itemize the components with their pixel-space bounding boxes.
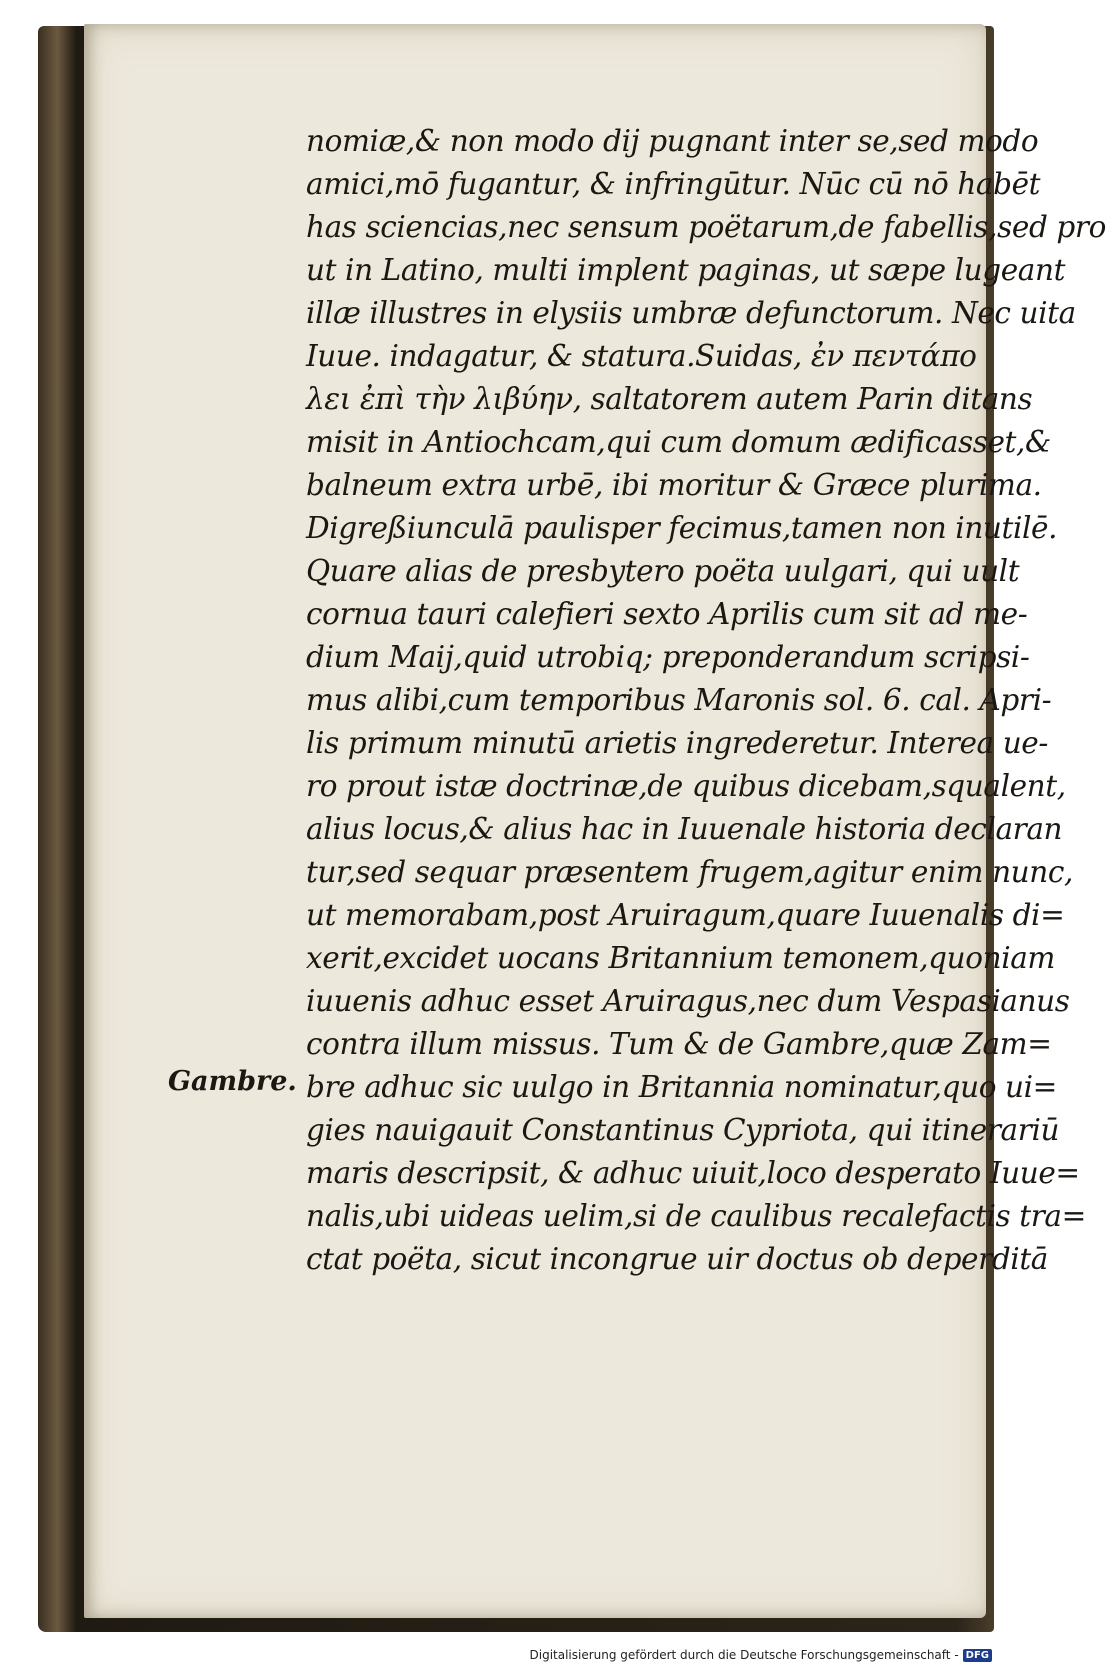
text-line: tur,sed sequar præsentem frugem,agitur enim nunc,: [306, 855, 1073, 889]
text-line: cornua tauri calefieri sexto Aprilis cum sit ad me-: [306, 597, 1028, 631]
text-line: amici,mō fugantur, & infringūtur. Nūc cū nō habēt: [306, 167, 1041, 201]
margin-note: Gambre.: [168, 1066, 297, 1097]
text-line: lis primum minutū arietis ingrederetur. Interea ue-: [306, 726, 1048, 760]
text-line: Iuue. indagatur, & statura.Suidas, ἐν πεντάπο: [306, 339, 977, 373]
body-text: [306, 120, 1106, 1281]
text-line: ut memorabam,post Aruiragum,quare Iuuenalis di=: [306, 898, 1065, 932]
text-line: nomiæ,& non modo dij pugnant inter se,sed modo: [306, 124, 1039, 158]
text-line: mus alibi,cum temporibus Maronis sol. 6. cal. Apri-: [306, 683, 1052, 717]
text-line: balneum extra urbē, ibi moritur & Græce plurima.: [306, 468, 1042, 502]
text-line: Quare alias de presbytero poëta uulgari, qui uult: [306, 554, 1020, 588]
text-line: bre adhuc sic uulgo in Britannia nominatur,quo ui=: [306, 1070, 1058, 1104]
text-line: alius locus,& alius hac in Iuuenale historia declaran: [306, 812, 1063, 846]
text-line: ctat poëta, sicut incongrue uir doctus ob deperditā: [306, 1242, 1048, 1276]
text-line: Digreßiunculā paulisper fecimus,tamen non inutilē.: [306, 511, 1058, 545]
text-line: iuuenis adhuc esset Aruiragus,nec dum Vespasianus: [306, 984, 1070, 1018]
dfg-logo: DFG: [963, 1649, 992, 1662]
text-line: λει ἐπὶ τὴν λιβύην, saltatorem autem Parin ditans: [306, 382, 1033, 416]
text-line: contra illum missus. Tum & de Gambre,quæ Zam=: [306, 1027, 1052, 1061]
text-line: ro prout istæ doctrinæ,de quibus dicebam,squalent,: [306, 769, 1066, 803]
credit-text: Digitalisierung gefördert durch die Deutsche Forschungsgemeinschaft -: [529, 1648, 959, 1662]
text-line: gies nauigauit Constantinus Cypriota, qui itinerariū: [306, 1113, 1060, 1147]
text-line: has sciencias,nec sensum poëtarum,de fabellis,sed pro: [306, 210, 1106, 244]
text-line: illæ illustres in elysiis umbræ defunctorum. Nec uita: [306, 296, 1076, 330]
text-line: dium Maij,quid utrobiq; preponderandum scripsi-: [306, 640, 1030, 674]
text-line: maris descripsit, & adhuc uiuit,loco desperato Iuue=: [306, 1156, 1080, 1190]
text-line: nalis,ubi uideas uelim,si de caulibus recalefactis tra=: [306, 1199, 1086, 1233]
text-line: ut in Latino, multi implent paginas, ut sæpe lugeant: [306, 253, 1066, 287]
text-line: misit in Antiochcam,qui cum domum ædificasset,&: [306, 425, 1051, 459]
digitization-credit: [530, 1648, 993, 1662]
text-line: xerit,excidet uocans Britannium temonem,quoniam: [306, 941, 1056, 975]
